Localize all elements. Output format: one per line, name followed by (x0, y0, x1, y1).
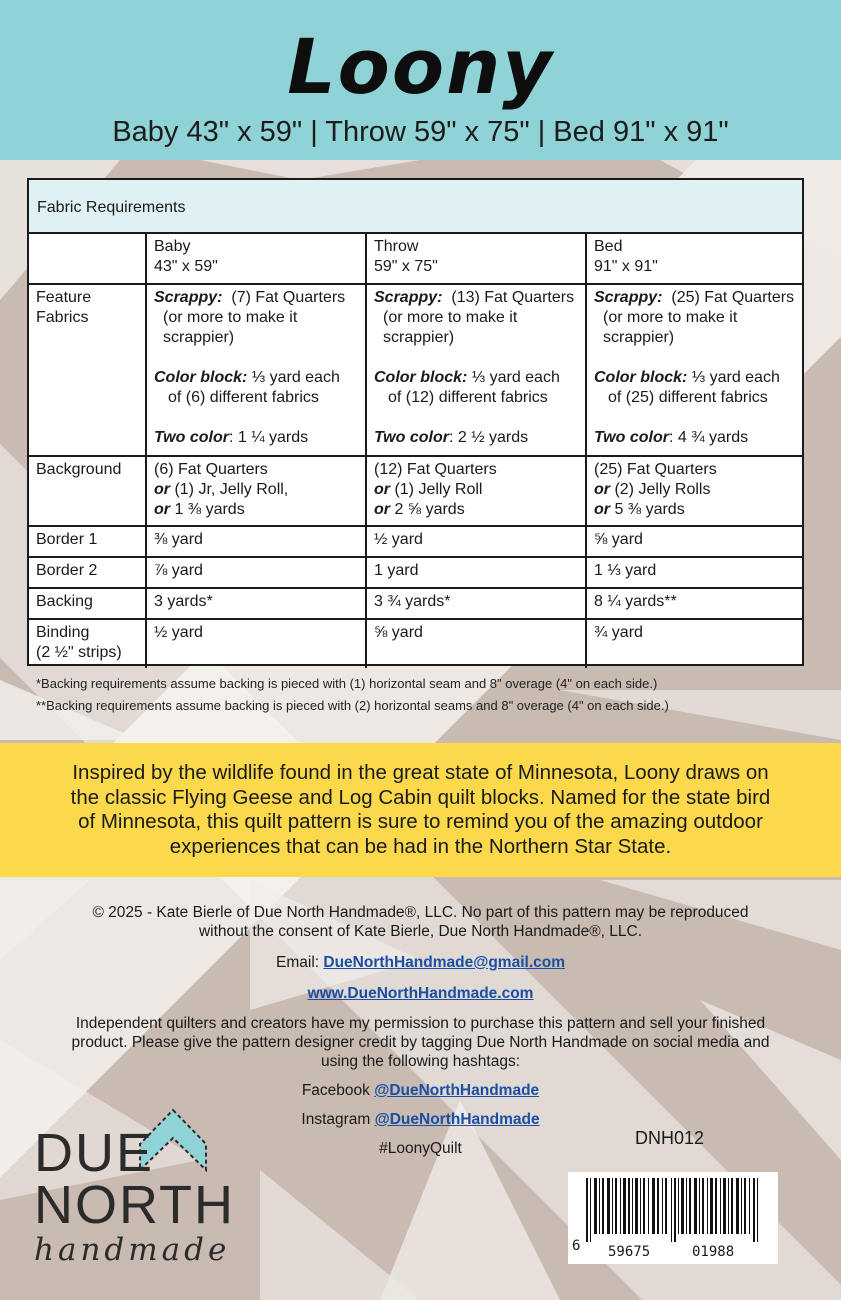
row-label-backing: Backing (29, 588, 146, 619)
background-cell-throw: (12) Fat Quarters or (1) Jelly Roll or 2 ⅝ yards (366, 456, 586, 526)
binding-bed: ¾ yard (586, 619, 802, 668)
binding-throw: ⅝ yard (366, 619, 586, 668)
quilt-sizes: Baby 43" x 59" | Throw 59" x 75" | Bed 91" x 91" (112, 116, 729, 148)
border-2-bed: 1 ⅓ yard (586, 557, 802, 588)
permission-line-1: Independent quilters and creators have my permission to purchase this pattern and sell your finished (75, 1015, 766, 1032)
barcode-digit-1: 6 (572, 1238, 581, 1254)
column-header-baby: Baby 43" x 59" (146, 234, 366, 284)
permission-line-2: product. Please give the pattern designer credit by tagging Due North Handmade on social media and (71, 1034, 770, 1051)
copyright-line-1: © 2025 - Kate Bierle of Due North Handmade®, LLC. No part of this pattern may be reproduced (92, 904, 749, 921)
description-band (0, 743, 841, 877)
feature-cell-throw: Scrappy: (13) Fat Quarters (or more to make it scrappier) Color block: ⅓ yard each of (12) different fabrics Two color: 2 ½ yards (366, 284, 586, 456)
copyright-line-2: without the consent of Kate Bierle, Due North Handmade®, LLC. (198, 923, 643, 940)
border-2-throw: 1 yard (366, 557, 586, 588)
fabric-requirements-table (27, 178, 804, 666)
description-line-4: experiences that can be had in the Northern Star State. (169, 834, 672, 858)
feature-cell-baby: Scrappy: (7) Fat Quarters (or more to make it scrappier) Color block: ⅓ yard each of (6) different fabrics Two color: 1 ¼ yards (146, 284, 366, 456)
logo-line-3: handmade (34, 1232, 231, 1268)
feature-cell-bed: Scrappy: (25) Fat Quarters (or more to make it scrappier) Color block: ⅓ yard each of (25) different fabrics Two color: 4 ¾ yards (586, 284, 802, 456)
facebook-link[interactable]: @DueNorthHandmade (374, 1082, 540, 1099)
header-banner (0, 0, 841, 160)
backing-note-1: *Backing requirements assume backing is pieced with (1) horizontal seam and 8" overage (4" on each side.) (36, 676, 658, 691)
background-cell-bed: (25) Fat Quarters or (2) Jelly Rolls or 5 ⅜ yards (586, 456, 802, 526)
description-line-2: the classic Flying Geese and Log Cabin quilt blocks. Named for the state bird (70, 785, 771, 809)
table-heading: Fabric Requirements (29, 180, 802, 234)
due-north-logo (34, 1108, 244, 1268)
row-label-border-2: Border 2 (29, 557, 146, 588)
logo-line-1: DUE (34, 1123, 155, 1183)
description-line-3: of Minnesota, this quilt pattern is sure to remind you of the amazing outdoor (78, 810, 763, 833)
background-cell-baby: (6) Fat Quarters or (1) Jr, Jelly Roll, or 1 ⅜ yards (146, 456, 366, 526)
row-label-feature-fabrics: Feature Fabrics (29, 284, 146, 456)
backing-throw: 3 ¾ yards* (366, 588, 586, 619)
permission-line-3: using the following hashtags: (320, 1053, 521, 1070)
row-label-border-1: Border 1 (29, 526, 146, 557)
product-code: DNH012 (635, 1128, 705, 1148)
hashtag: #LoonyQuilt (379, 1140, 462, 1157)
website-link[interactable]: www.DueNorthHandmade.com (307, 985, 534, 1002)
column-header-throw: Throw 59" x 75" (366, 234, 586, 284)
backing-baby: 3 yards* (146, 588, 366, 619)
border-1-bed: ⅝ yard (586, 526, 802, 557)
barcode-group-1: 59675 (608, 1244, 651, 1260)
border-2-baby: ⅞ yard (146, 557, 366, 588)
row-label-background: Background (29, 456, 146, 526)
facebook-line: Facebook @DueNorthHandmade (301, 1082, 540, 1099)
website-line (0, 984, 841, 1003)
barcode (568, 1172, 778, 1264)
email-line: Email: DueNorthHandmade@gmail.com (276, 954, 565, 971)
description-line-1: Inspired by the wildlife found in the great state of Minnesota, Loony draws on (72, 761, 769, 784)
instagram-link[interactable]: @DueNorthHandmade (374, 1111, 540, 1128)
border-1-throw: ½ yard (366, 526, 586, 557)
header-blank-cell (29, 234, 146, 284)
barcode-group-2: 01988 (692, 1244, 735, 1260)
row-label-binding: Binding (2 ½" strips) (29, 619, 146, 668)
binding-baby: ½ yard (146, 619, 366, 668)
logo-line-2: NORTH (34, 1175, 236, 1235)
email-link[interactable]: DueNorthHandmade@gmail.com (323, 954, 565, 971)
backing-bed: 8 ¼ yards** (586, 588, 802, 619)
backing-notes (36, 673, 816, 717)
instagram-line: Instagram @DueNorthHandmade (301, 1111, 540, 1128)
column-header-bed: Bed 91" x 91" (586, 234, 802, 284)
pattern-title: Loony (287, 22, 554, 111)
barcode-bars-icon (586, 1178, 766, 1242)
backing-note-2: **Backing requirements assume backing is pieced with (2) horizontal seams and 8" overage (4" on each side.) (36, 698, 669, 713)
border-1-baby: ⅜ yard (146, 526, 366, 557)
